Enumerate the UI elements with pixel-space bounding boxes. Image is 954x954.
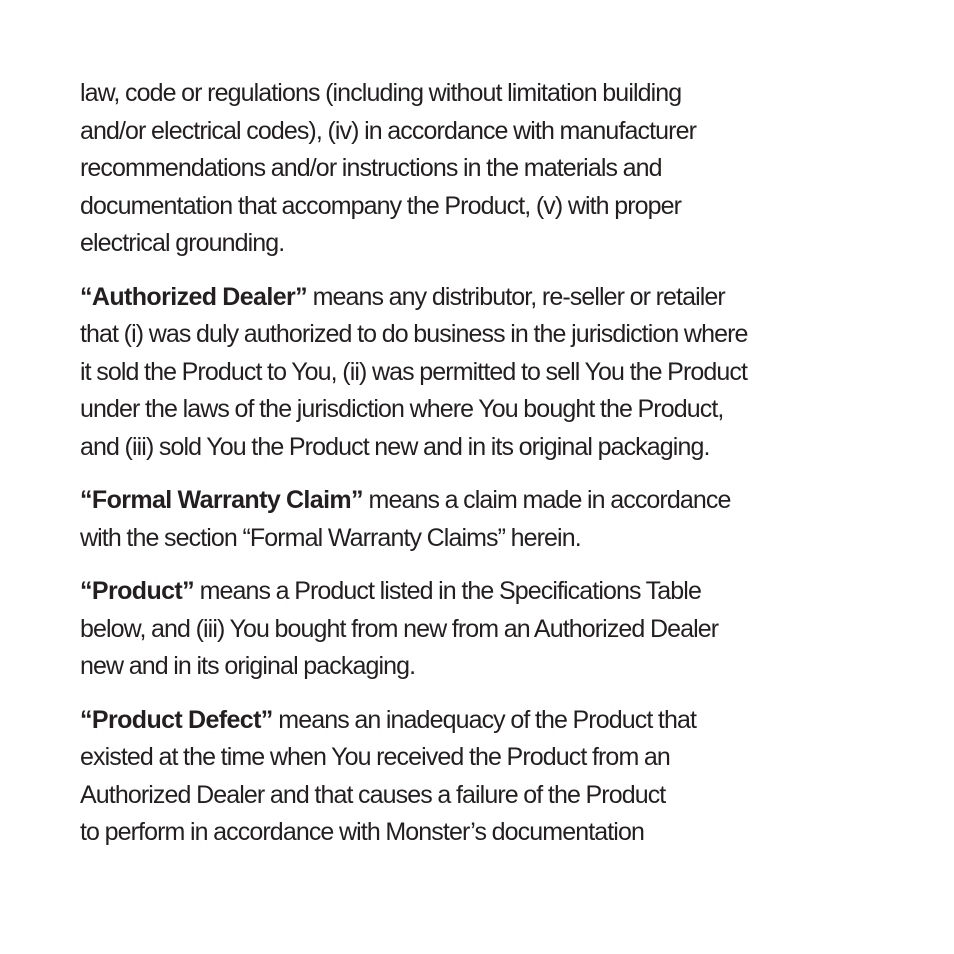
text-line: law, code or regulations (including without limitation building [80,79,682,107]
text-line: existed at the time when You received the Product from an [80,743,670,771]
definition-product-defect [80,702,880,852]
text-line: and (iii) sold You the Product new and in its original packaging. [80,432,710,461]
definition-text: means any distributor, re-seller or retailer [307,282,725,311]
definition-text: means an inadequacy of the Product that [272,705,697,734]
text-line: new and in its original packaging. [80,652,416,680]
text-line: recommendations and/or instructions in the materials and [80,154,662,182]
text-line [80,573,880,611]
text-line [80,482,880,520]
text-line: Authorized Dealer and that causes a failure of the Product [80,780,666,809]
text-line: and/or electrical codes), (iv) in accordance with manufacturer [80,116,696,145]
text-line [80,279,880,317]
defined-term: “Product Defect” [80,705,273,734]
definition-text: means a claim made in accordance [362,486,731,514]
warranty-definitions-page [80,75,880,868]
text-line: electrical grounding. [80,229,285,257]
text-line: documentation that accompany the Product, (v) with proper [80,191,682,220]
text-line [80,702,880,740]
text-line: with the section “Formal Warranty Claims” herein. [80,523,581,552]
defined-term: “Authorized Dealer” [80,282,308,311]
definition-text: means a Product listed in the Specifications Table [194,577,701,605]
text-line: to perform in accordance with Monster’s documentation [80,818,644,846]
defined-term: “Formal Warranty Claim” [80,486,363,514]
text-line: that (i) was duly authorized to do business in the jurisdiction where [80,320,748,348]
defined-term: “Product” [80,577,195,605]
definition-product [80,573,880,686]
text-line: below, and (iii) You bought from new from an Authorized Dealer [80,614,719,643]
definition-authorized-dealer [80,279,880,467]
paragraph-compliance-continued [80,75,880,263]
text-line: under the laws of the jurisdiction where You bought the Product, [80,395,724,423]
definition-formal-warranty-claim [80,482,880,557]
text-line: it sold the Product to You, (ii) was permitted to sell You the Product [80,357,748,386]
